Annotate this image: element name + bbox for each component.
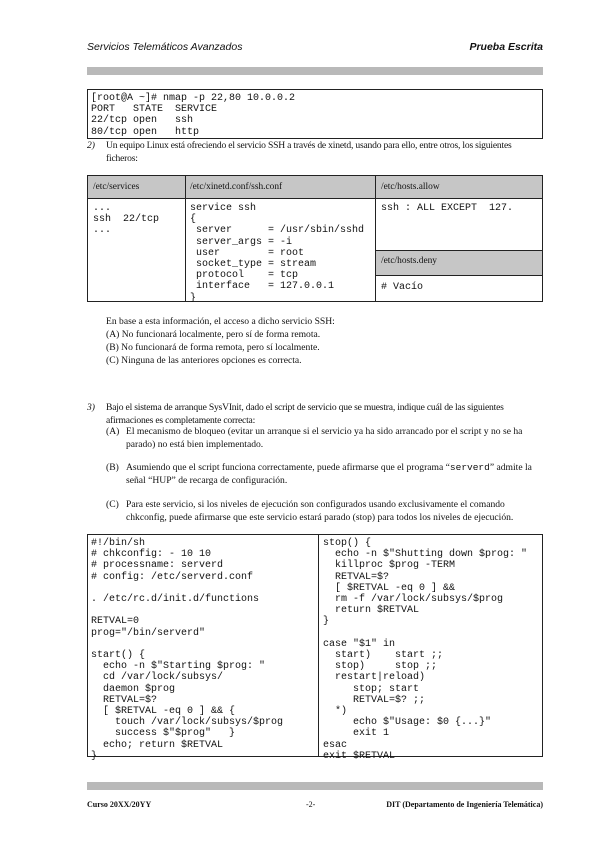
- question-3-number: 3): [87, 402, 95, 413]
- config-files-table: [87, 175, 543, 302]
- nmap-output: [root@A ~]# nmap -p 22,80 10.0.0.2 PORT STATE SERVICE 22/tcp open ssh 80/tcp open http: [91, 93, 296, 138]
- question-3-option-a-label: (A): [106, 426, 120, 437]
- question-2-number: 2): [87, 140, 95, 151]
- init-script-start-section: #!/bin/sh # chkconfig: - 10 10 # processname: serverd # config: /etc/serverd.conf . /etc/rc.d/init.d/functions RETVAL=0 prog="/bin/serverd" start() { echo -n $"Starting $prog: " cd /var/lock/subsys/ daemon $prog RETVAL=$? [ $RETVAL -eq 0 ] && { touch /var/lock/subsys/$prog success $"$prog" } echo; return $RETVAL }: [91, 538, 284, 762]
- init-script-stop-section: stop() { echo -n $"Shutting down $prog: " killproc $prog -TERM RETVAL=$? [ $RETVAL -eq 0 ] && rm -f /var/lock/subsys/$prog return $RETVAL } case "$1" in start) start ;; stop) stop ;; restart|reload) stop; start RETVAL=$? ;; *) echo $"Usage: $0 {...}" exit 1 esac exit $RETVAL: [323, 538, 528, 762]
- ssh-conf-file-content: service ssh { server = /usr/sbin/sshd server_args = -i user = root socket_type = stream protocol = tcp interface = 127.0.0.1 }: [190, 203, 365, 304]
- option-b-text-end: ” admite la señal “HUP” de recarga de configuración.: [126, 462, 532, 486]
- program-name-code: serverd: [449, 462, 490, 473]
- hosts-deny-file-content: # Vacío: [381, 282, 424, 293]
- page-number: -2-: [306, 800, 316, 809]
- question-3-option-c-label: (C): [106, 499, 119, 510]
- question-3-text: Bajo el sistema de arranque SysVInit, dado el script de servicio que se muestra, indique cuál de las siguientes afirmaciones es completamente correcta:: [106, 402, 504, 426]
- column-divider: [375, 176, 376, 301]
- question-3-option-b-label: (B): [106, 462, 119, 473]
- footer-course-year: Curso 20XX/20YY: [87, 800, 152, 809]
- services-file-content: ... ssh 22/tcp ...: [93, 203, 160, 237]
- question-2-option-a: (A) No funcionará localmente, pero sí de forma remota.: [106, 329, 321, 340]
- init-script-box: [87, 534, 543, 762]
- footer-department: DIT (Departamento de Ingeniería Telemática): [386, 800, 543, 809]
- table-header-row: [88, 176, 542, 199]
- document-course-title: Servicios Telemáticos Avanzados: [87, 41, 243, 53]
- hosts-allow-file-header: /etc/hosts.allow: [381, 182, 440, 192]
- question-2-text: Un equipo Linux está ofreciendo el servicio SSH a través de xinetd, usando para ello, entre otros, los siguientes ficheros:: [106, 140, 512, 164]
- document-exam-type: Prueba Escrita: [469, 41, 543, 53]
- column-divider: [185, 176, 186, 301]
- footer-divider: [87, 782, 543, 790]
- ssh-conf-file-header: /etc/xinetd.conf/ssh.conf: [190, 182, 283, 192]
- nmap-output-box: [87, 89, 543, 139]
- question-2-intro: En base a esta información, el acceso a dicho servicio SSH:: [106, 316, 335, 327]
- question-3-option-c-text: Para este servicio, si los niveles de ejecución son configurados usando exclusivamente el comando chkconfig, puede afirmarse que este servicio estará parado (stop) para todos los niveles de ejecución.: [126, 499, 514, 523]
- header-divider: [87, 67, 543, 75]
- hosts-allow-file-content: ssh : ALL EXCEPT 127.: [381, 203, 514, 214]
- question-3-option-b-text: [126, 461, 543, 487]
- question-3-option-a-text: El mecanismo de bloqueo (evitar un arranque si el servicio ya ha sido arrancado por el script y no se ha parado) no está bien implementado.: [126, 426, 523, 450]
- hosts-deny-file-header: /etc/hosts.deny: [381, 256, 437, 266]
- services-file-header: /etc/services: [93, 182, 140, 192]
- column-divider: [318, 535, 319, 756]
- option-b-text-start: Asumiendo que el script funciona correctamente, puede afirmarse que el programa “: [126, 462, 450, 473]
- question-2-option-b: (B) No funcionará de forma remota, pero sí localmente.: [106, 342, 320, 353]
- question-2-option-c: (C) Ninguna de las anteriores opciones es correcta.: [106, 355, 302, 366]
